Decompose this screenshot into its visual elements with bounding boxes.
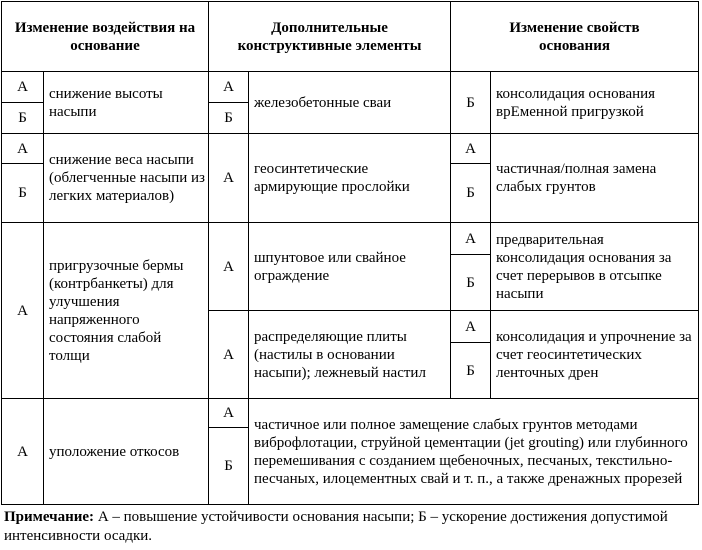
col2-row4-code-a: А [223,346,234,363]
col2-row1-text: железобетонные сваи [254,94,392,111]
table-note [4,508,698,546]
col1-row4-text: уположение откосов [49,443,180,460]
col2-row1-code-a: А [223,79,234,95]
col1-row1-code-b: Б [18,110,27,126]
col2-row2-text: геосинтетические армирующие прослойки [254,161,410,195]
col3-row3-code-a: А [465,230,476,247]
col3-row3-text: предварительная консолидация основания за счет перерывов в отсыпке насыпи [496,231,672,302]
col1-row3-code-a: А [17,302,28,319]
col3-row4-code-a: А [465,318,476,335]
col3-row1-code-b: Б [466,94,475,111]
col1-row4-code-a: А [17,443,28,460]
col1-row2-text: снижение веса насыпи (облегченные насыпи из легких материалов) [49,152,205,204]
col2-row2-code-a: А [223,170,234,186]
col3-row2-code-b: Б [466,185,475,201]
header-col3: Изменение свойств основания [509,19,640,54]
col3-row3-code-b: Б [466,274,475,291]
col1-row1-code-a: А [17,79,28,95]
col3-row1-text: консолидация основания врЕменной пригрузкой [496,85,656,120]
header-col2: Дополнительные конструктивные элементы [237,19,422,54]
note-label: Примечание: [4,509,95,525]
col1-row2-code-b: Б [18,185,27,201]
col2-row5-code-b: Б [224,458,233,474]
col3-row2-text: частичная/полная замена слабых грунтов [496,161,657,195]
col1-row2-code-a: А [17,140,28,157]
col2-row5-code-a: А [223,405,234,421]
col3-row4-text: консолидация и упрочнение за счет геосинтетических ленточных дрен [496,328,692,381]
col2-row1-code-b: Б [224,110,233,126]
col2-row4-text: распределяющие плиты (настилы в основании насыпи); лежневый настил [254,328,426,381]
col2-row3-text: шпунтовое или свайное ограждение [254,249,406,284]
col1-row1-text: снижение высоты насыпи [49,85,163,120]
header-col1: Изменение воздействия на основание [14,19,196,54]
col2-row3-code-a: А [223,258,234,275]
col3-row4-code-b: Б [466,362,475,379]
col1-row3-text: пригрузочные бермы (контрбанкеты) для улучшения напряженного состояния слабой толщи [49,257,184,364]
col3-row2-code-a: А [465,140,476,157]
col2-row5-text: частичное или полное замещение слабых грунтов методами виброфлотации, струйной цементации (jet grouting) или глубинного перемешивания с созданием щебеночных, песчаных, текстильно-песчаных, илоцементных свай и т. п., а также дренажных прорезей [254,416,688,487]
note-text: А – повышение устойчивости основания насыпи; Б – ускорение достижения допустимой интенсивности осадки. [4,509,668,544]
